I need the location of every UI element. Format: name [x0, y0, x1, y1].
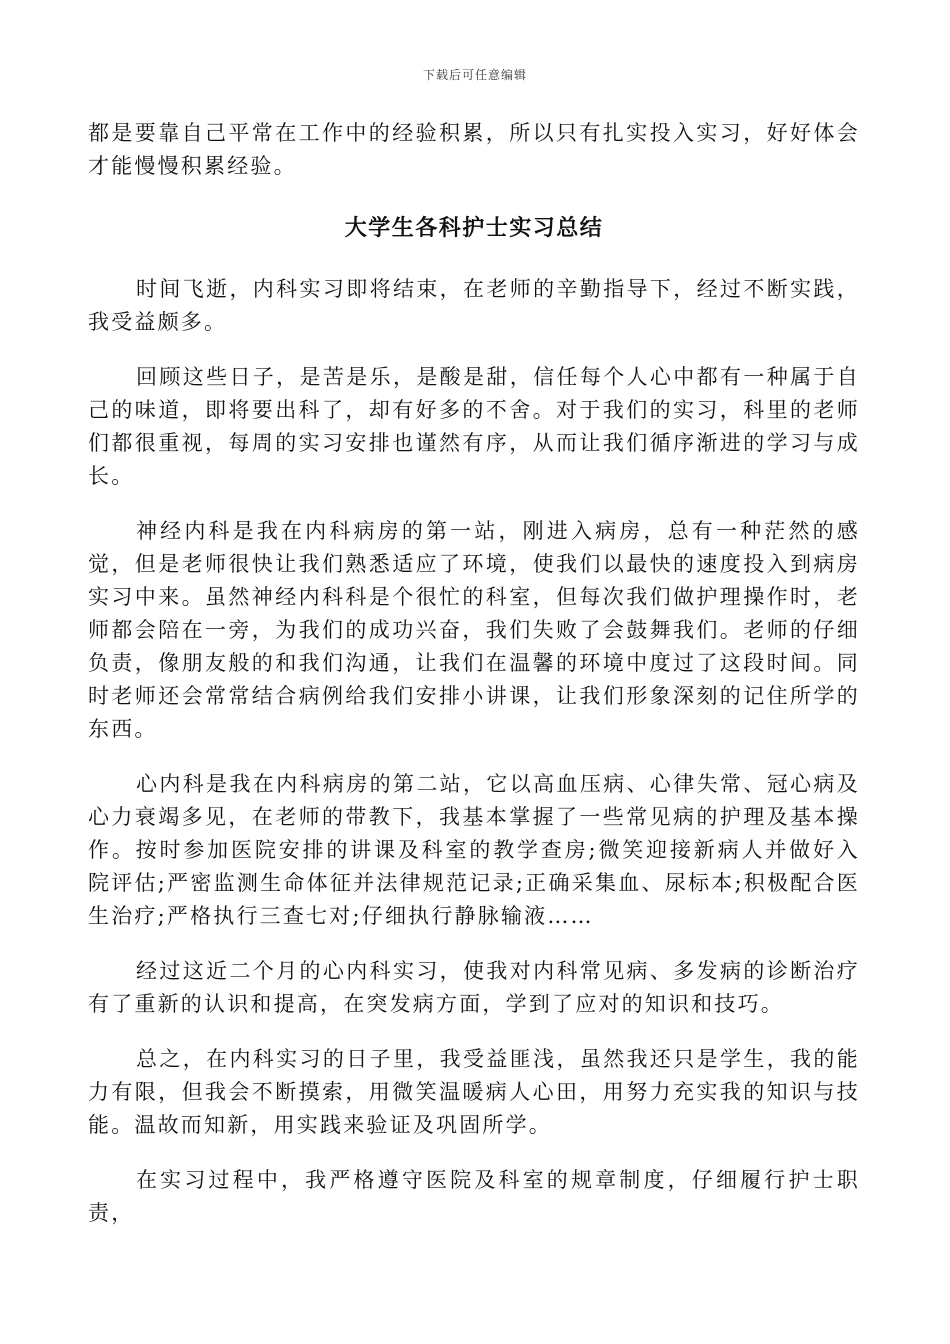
paragraph: 经过这近二个月的心内科实习，使我对内科常见病、多发病的诊断治疗有了重新的认识和提高，在突发病方面，学到了应对的知识和技巧。: [88, 959, 860, 1016]
header-note: 下载后可任意编辑: [422, 68, 527, 82]
paragraph: 心内科是我在内科病房的第二站，它以高血压病、心律失常、冠心病及心力衰竭多见，在老师的带教下，我基本掌握了一些常见病的护理及基本操作。按时参加医院安排的讲课及科室的教学查房;微笑迎接新病人并做好入院评估;严密监测生命体征并法律规范记录;正确采集血、尿标本;积极配合医生治疗;严格执行三查七对;仔细执行静脉输液……: [88, 772, 860, 928]
paragraph: 在实习过程中，我严格遵守医院及科室的规章制度，仔细履行护士职责，: [88, 1168, 860, 1225]
intro-paragraph: 都是要靠自己平常在工作中的经验积累，所以只有扎实投入实习，好好体会才能慢慢积累经验。: [88, 121, 860, 178]
paragraph: 总之，在内科实习的日子里，我受益匪浅，虽然我还只是学生，我的能力有限，但我会不断摸索，用微笑温暖病人心田，用努力充实我的知识与技能。温故而知新，用实践来验证及巩固所学。: [88, 1047, 860, 1137]
paragraph: 时间飞逝，内科实习即将结束，在老师的辛勤指导下，经过不断实践，我受益颇多。: [88, 277, 860, 334]
paragraph: 神经内科是我在内科病房的第一站，刚进入病房，总有一种茫然的感觉，但是老师很快让我们熟悉适应了环境，使我们以最快的速度投入到病房实习中来。虽然神经内科科是个很忙的科室，但每次我们做护理操作时，老师都会陪在一旁，为我们的成功兴奋，我们失败了会鼓舞我们。老师的仔细负责，像朋友般的和我们沟通，让我们在温馨的环境中度过了这段时间。同时老师还会常常结合病例给我们安排小讲课，让我们形象深刻的记住所学的东西。: [88, 519, 860, 741]
document-body: [88, 117, 860, 1230]
paragraph: 回顾这些日子，是苦是乐，是酸是甜，信任每个人心中都有一种属于自己的味道，即将要出科了，却有好多的不舍。对于我们的实习，科里的老师们都很重视，每周的实习安排也谨然有序，从而让我们循序渐进的学习与成长。: [88, 365, 860, 488]
document-title: 大学生各科护士实习总结: [344, 215, 604, 241]
